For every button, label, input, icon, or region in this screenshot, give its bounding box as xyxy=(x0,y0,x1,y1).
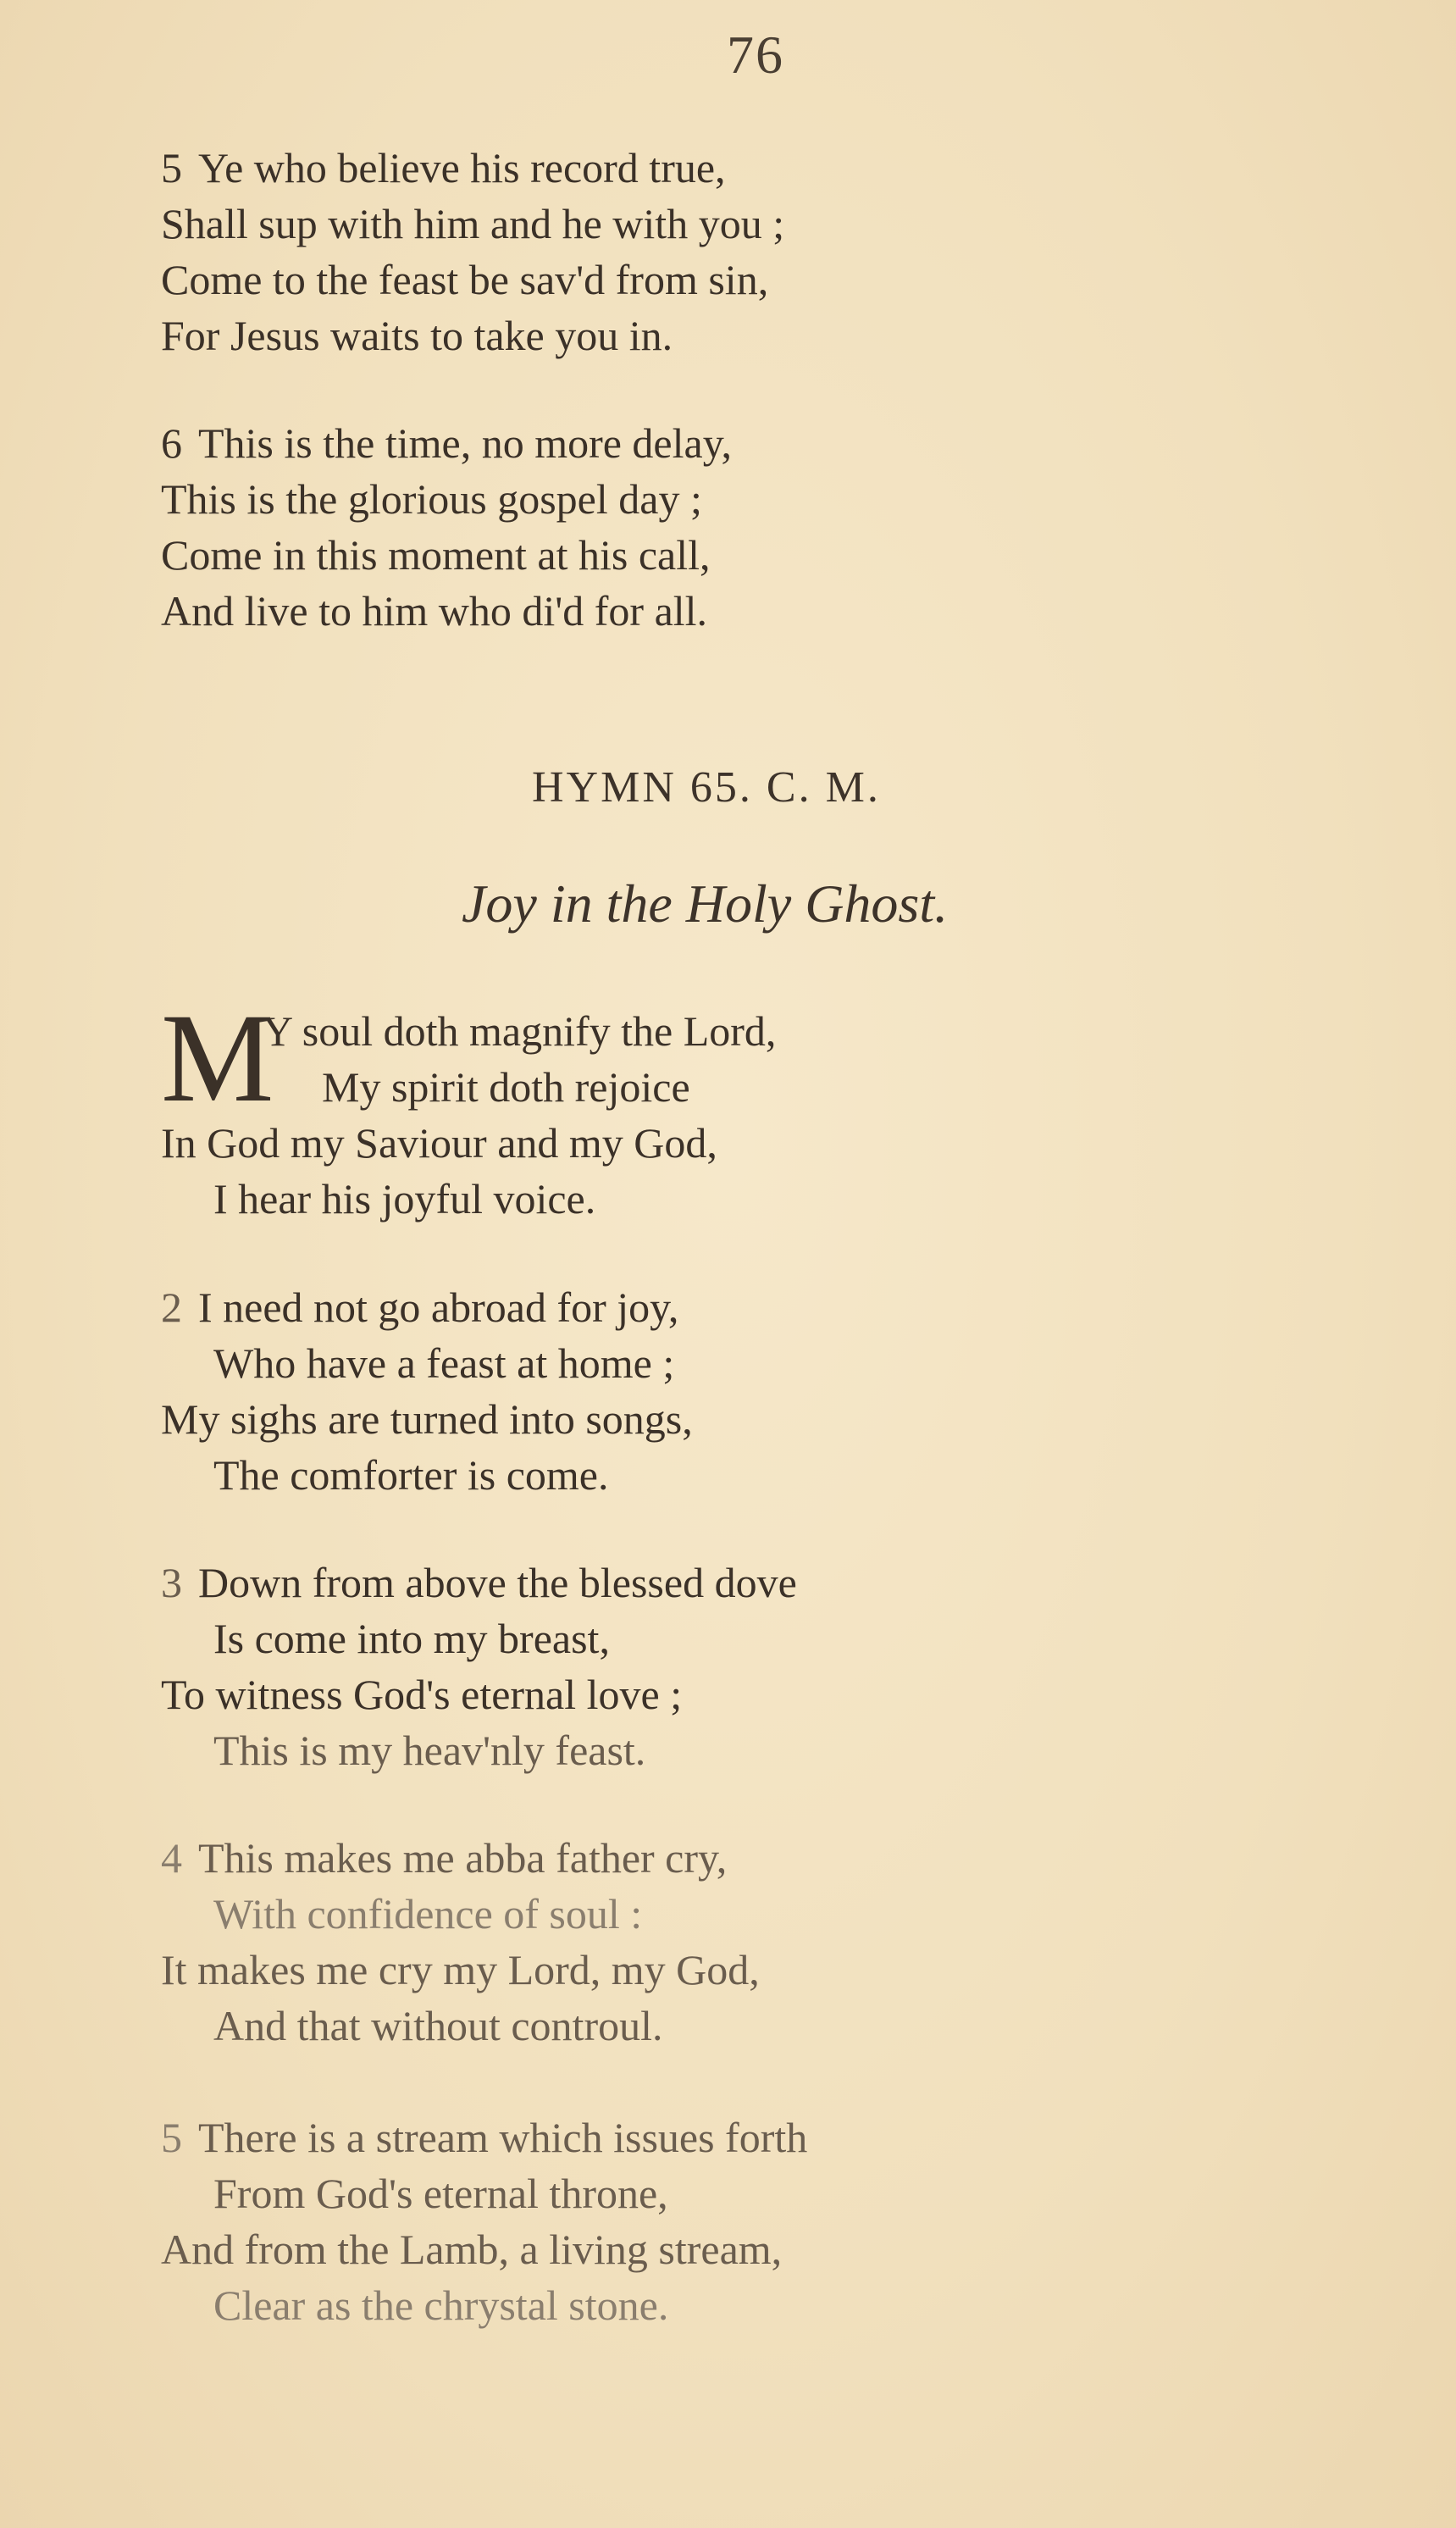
verse-line: 4 This makes me abba father cry, xyxy=(161,1830,760,1886)
hymn-verse-2 xyxy=(161,1279,693,1503)
verse-number: 6 xyxy=(161,419,182,467)
hymn-subtitle: Joy in the Holy Ghost. xyxy=(462,873,949,934)
prev-hymn-verse-5 xyxy=(161,140,784,363)
verse-line: Come in this moment at his call, xyxy=(161,531,711,579)
verse-line: My sighs are turned into songs, xyxy=(161,1395,693,1443)
verse-line: To witness God's eternal love ; xyxy=(161,1671,683,1718)
verse-line: 6 This is the time, no more delay, xyxy=(161,415,732,471)
prev-hymn-verse-6 xyxy=(161,415,732,639)
hymn-verse-3 xyxy=(161,1555,797,1778)
verse-line: And live to him who di'd for all. xyxy=(161,587,708,635)
verse-line: For Jesus waits to take you in. xyxy=(161,312,673,359)
verse-line: 5 Ye who believe his record true, xyxy=(161,140,784,196)
verse-line: And from the Lamb, a living stream, xyxy=(161,2226,783,2273)
verse-line: This is my heav'nly feast. xyxy=(213,1727,646,1774)
verse-line: Come to the feast be sav'd from sin, xyxy=(161,256,769,303)
verse-line: 2 I need not go abroad for joy, xyxy=(161,1279,693,1335)
verse-line: 5 There is a stream which issues forth xyxy=(161,2109,807,2165)
hymn-verse-4 xyxy=(161,1830,760,2054)
verse-line: Is come into my breast, xyxy=(213,1615,610,1662)
verse-line: Y soul doth magnify the Lord, xyxy=(263,1007,777,1055)
verse-number: 3 xyxy=(161,1559,182,1606)
verse-line: Shall sup with him and he with you ; xyxy=(161,200,785,247)
verse-line: Clear as the chrystal stone. xyxy=(213,2281,669,2329)
verse-line: This is the glorious gospel day ; xyxy=(161,475,702,523)
hymn-heading: HYMN 65. C. M. xyxy=(532,763,881,812)
hymn-verse-5 xyxy=(161,2109,807,2333)
verse-line: From God's eternal throne, xyxy=(213,2170,668,2217)
hymn-verse-1 xyxy=(161,988,777,1227)
verse-line: It makes me cry my Lord, my God, xyxy=(161,1946,760,1993)
verse-line: 3 Down from above the blessed dove xyxy=(161,1555,797,1610)
verse-number: 5 xyxy=(161,144,182,191)
verse-line: And that without controul. xyxy=(213,2002,663,2049)
drop-cap: M xyxy=(161,988,274,1128)
verse-line: In God my Saviour and my God, xyxy=(161,1119,717,1167)
verse-line: Who have a feast at home ; xyxy=(213,1339,675,1387)
verse-line: With confidence of soul : xyxy=(213,1890,643,1938)
verse-line: The comforter is come. xyxy=(213,1451,609,1499)
verse-line: I hear his joyful voice. xyxy=(213,1175,596,1222)
verse-line: My spirit doth rejoice xyxy=(322,1063,690,1111)
verse-number: 5 xyxy=(161,2114,182,2161)
verse-number: 4 xyxy=(161,1834,182,1882)
verse-number: 2 xyxy=(161,1283,182,1331)
page-number: 76 xyxy=(727,25,784,85)
